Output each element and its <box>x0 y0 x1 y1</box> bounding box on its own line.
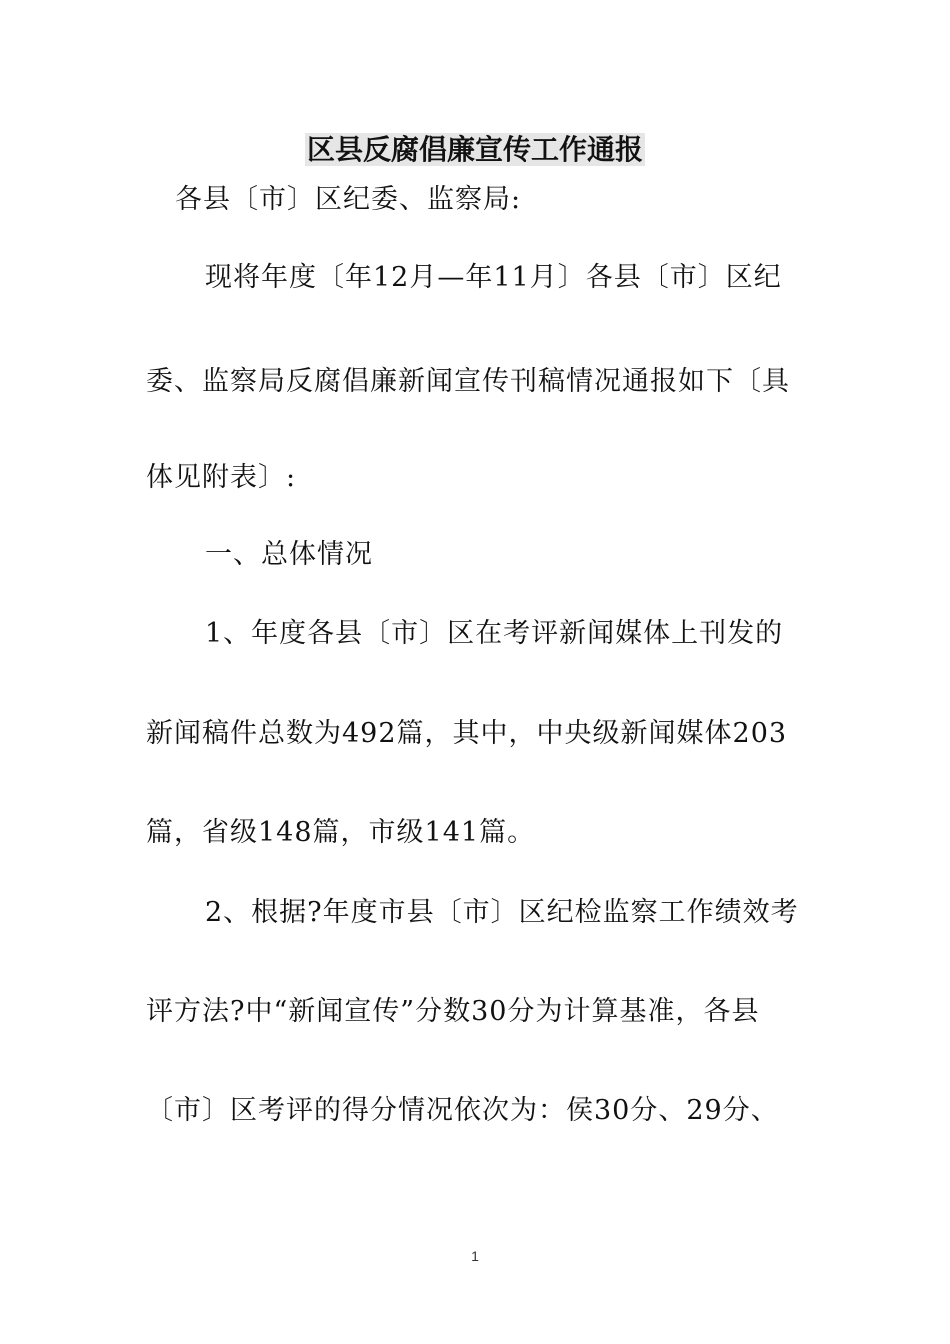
paragraph-line: 评方法?中“新闻宣传”分数30分为计算基准，各县 <box>146 996 760 1027</box>
title-text: 区县反腐倡廉宣传工作通报 <box>306 133 643 166</box>
document-title <box>0 128 950 172</box>
section-heading: 一、总体情况 <box>205 539 373 570</box>
paragraph-line: 篇，省级148篇，市级141篇。 <box>146 817 536 848</box>
salutation: 各县〔市〕区纪委、监察局: <box>175 184 522 215</box>
paragraph-line: 新闻稿件总数为492篇，其中，中央级新闻媒体203 <box>146 718 788 749</box>
page-number: 1 <box>471 1248 479 1264</box>
paragraph-line: 〔市〕区考评的得分情况依次为：侯30分、29分、 <box>146 1095 779 1126</box>
paragraph-line: 体见附表〕: <box>146 462 297 493</box>
paragraph-line: 2、根据?年度市县〔市〕区纪检监察工作绩效考 <box>205 897 799 928</box>
paragraph-line: 委、监察局反腐倡廉新闻宣传刊稿情况通报如下〔具 <box>146 366 790 397</box>
paragraph-line: 1、年度各县〔市〕区在考评新闻媒体上刊发的 <box>205 618 784 649</box>
paragraph-line: 现将年度〔年12月—年11月〕各县〔市〕区纪 <box>205 262 782 293</box>
